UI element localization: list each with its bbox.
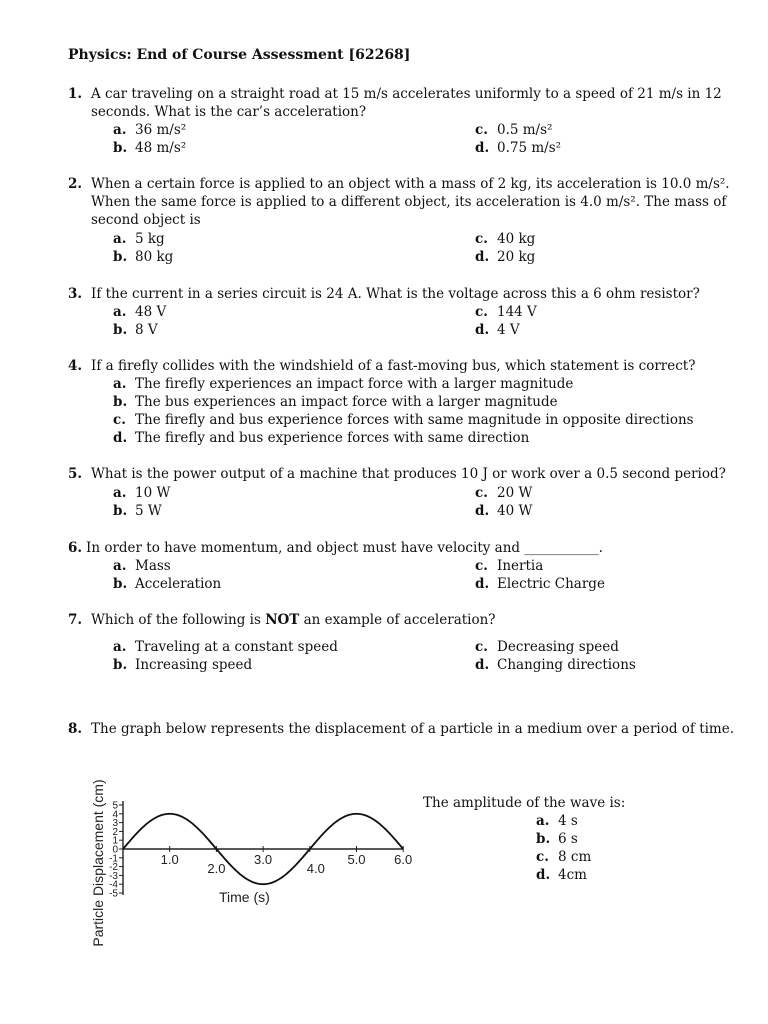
question-number: 6. [68,540,83,556]
option-letter: c. [536,849,549,865]
option-text: 40 W [497,503,533,519]
question-number: 8. [68,721,83,737]
option-letter: b. [113,657,128,673]
question-text-start: Which of the following is [91,612,266,628]
question-prompt: The amplitude of the wave is: [423,795,626,811]
option-letter: c. [475,231,488,247]
option-text: 4cm [558,867,587,883]
question-text: What is the power output of a machine that produces 10 J or work over a 0.5 second period? [91,466,726,482]
option-letter: a. [113,639,127,655]
option-letter: a. [113,376,127,392]
option-letter: b. [113,576,128,592]
y-axis-label: Particle Displacement (cm) [90,779,106,947]
option-letter: d. [475,322,490,338]
question-number: 4. [68,358,83,374]
option-letter: b. [113,249,128,265]
option-text: The firefly and bus experience forces with same direction [135,430,530,446]
option-text: 36 m/s² [135,122,187,138]
option-letter: c. [475,485,488,501]
option-a[interactable] [113,557,171,575]
option-letter: b. [113,322,128,338]
option-text: 5 kg [135,231,165,247]
option-a[interactable] [113,230,165,248]
option-letter: b. [113,394,128,410]
option-text: Changing directions [497,657,636,673]
option-text: 48 V [135,304,167,320]
option-text: 4 s [558,813,578,829]
question-text: If a firefly collides with the windshield of a fast-moving bus, which statement is correct? [91,358,696,374]
option-letter: a. [113,231,127,247]
option-text: 80 kg [135,249,174,265]
question-text: A car traveling on a straight road at 15 m/s accelerates uniformly to a speed of 21 m/s in 12 [91,86,722,102]
question-number: 5. [68,466,83,482]
option-letter: c. [475,558,488,574]
question-number: 7. [68,612,83,628]
x-axis-label: Time (s) [219,889,270,905]
option-d[interactable] [536,866,587,884]
option-d[interactable] [475,248,535,266]
option-text: Inertia [497,558,544,574]
option-text: 4 V [497,322,520,338]
option-b[interactable] [113,575,221,593]
y-tick-label: -1 [109,853,118,865]
question-number: 2. [68,176,83,192]
question-text: seconds. What is the car’s acceleration? [91,104,367,120]
emphasis-not: NOT [265,612,300,628]
question-number: 3. [68,286,83,302]
option-a[interactable] [113,638,338,656]
option-c[interactable] [475,303,537,321]
option-text: Mass [135,558,171,574]
question-text: The graph below represents the displacement of a particle in a medium over a period of time. [91,721,735,737]
option-b[interactable] [113,656,252,674]
option-text: 0.5 m/s² [497,122,553,138]
question-text: If the current in a series circuit is 24 A. What is the voltage across this a 6 ohm resistor? [91,286,700,302]
option-a[interactable] [113,484,170,502]
option-d[interactable] [475,575,605,593]
option-text: Decreasing speed [497,639,619,655]
option-d[interactable] [475,656,636,674]
y-tick-label: -4 [109,879,118,891]
option-letter: a. [536,813,550,829]
option-text: Increasing speed [135,657,253,673]
x-tick-label: 6.0 [394,852,413,867]
option-text: 40 kg [497,231,536,247]
option-b[interactable] [536,830,578,848]
option-letter: d. [475,576,490,592]
option-text: 20 kg [497,249,536,265]
question-text: second object is [91,212,201,228]
option-letter: a. [113,304,127,320]
option-d[interactable] [475,139,561,157]
option-text: The firefly and bus experience forces with same magnitude in opposite directions [135,412,694,428]
option-d[interactable] [113,429,529,447]
option-text: The bus experiences an impact force with a larger magnitude [135,394,558,410]
option-c[interactable] [475,484,532,502]
option-text: 0.75 m/s² [497,140,562,156]
displacement-graph [80,770,420,950]
x-tick-label: 3.0 [254,852,273,867]
option-a[interactable] [536,812,578,830]
option-text: 8 cm [558,849,592,865]
option-letter: b. [113,503,128,519]
option-letter: d. [475,249,490,265]
option-letter: b. [113,140,128,156]
option-c[interactable] [536,848,591,866]
option-b[interactable] [113,321,158,339]
option-b[interactable] [113,502,162,520]
page-title: Physics: End of Course Assessment [62268] [68,47,411,63]
x-tick-label: 1.0 [160,852,179,867]
option-letter: d. [536,867,551,883]
option-text: Acceleration [135,576,222,592]
y-tick-label: 3 [112,818,118,830]
option-d[interactable] [475,502,532,520]
option-text: Electric Charge [497,576,605,592]
y-tick-label: 5 [112,800,118,812]
option-c[interactable] [475,557,543,575]
option-c[interactable] [475,638,619,656]
option-c[interactable] [475,230,535,248]
x-tick-label: 5.0 [347,852,366,867]
option-c[interactable] [475,121,552,139]
x-tick-label: 2.0 [207,861,226,876]
y-tick-label: 1 [112,835,118,847]
question-text-end: an example of acceleration? [299,612,496,628]
option-letter: d. [475,140,490,156]
option-text: The firefly experiences an impact force with a larger magnitude [135,376,574,392]
option-b[interactable] [113,139,186,157]
option-a[interactable] [113,121,186,139]
question-text [91,611,496,629]
option-text: 144 V [497,304,537,320]
question-text: When a certain force is applied to an object with a mass of 2 kg, its acceleration is 10.0 m/s². [91,176,730,192]
option-letter: d. [475,657,490,673]
option-b[interactable] [113,393,558,411]
option-text: 48 m/s² [135,140,187,156]
option-letter: d. [475,503,490,519]
option-letter: c. [475,639,488,655]
option-text: 10 W [135,485,171,501]
question-text: In order to have momentum, and object must have velocity and ___________. [86,540,603,556]
option-text: Traveling at a constant speed [135,639,338,655]
option-text: 8 V [135,322,158,338]
y-tick-label: -2 [109,862,118,874]
option-text: 5 W [135,503,162,519]
option-c[interactable] [113,411,694,429]
option-text: 6 s [558,831,578,847]
option-letter: c. [113,412,126,428]
option-letter: a. [113,558,127,574]
y-tick-label: 4 [112,809,118,821]
option-letter: d. [113,430,128,446]
x-tick-label: 4.0 [306,861,325,876]
y-tick-label: 2 [112,826,118,838]
option-b[interactable] [113,248,173,266]
option-letter: a. [113,485,127,501]
option-letter: a. [113,122,127,138]
question-number: 1. [68,86,83,102]
option-a[interactable] [113,375,573,393]
option-letter: c. [475,122,488,138]
option-letter: c. [475,304,488,320]
y-tick-label: -5 [109,888,118,900]
y-tick-label: 0 [112,844,118,856]
option-a[interactable] [113,303,166,321]
question-text: When the same force is applied to a different object, its acceleration is 4.0 m/s². The mass of [91,194,727,210]
option-text: 20 W [497,485,533,501]
option-letter: b. [536,831,551,847]
option-d[interactable] [475,321,520,339]
y-tick-label: -3 [109,870,118,882]
